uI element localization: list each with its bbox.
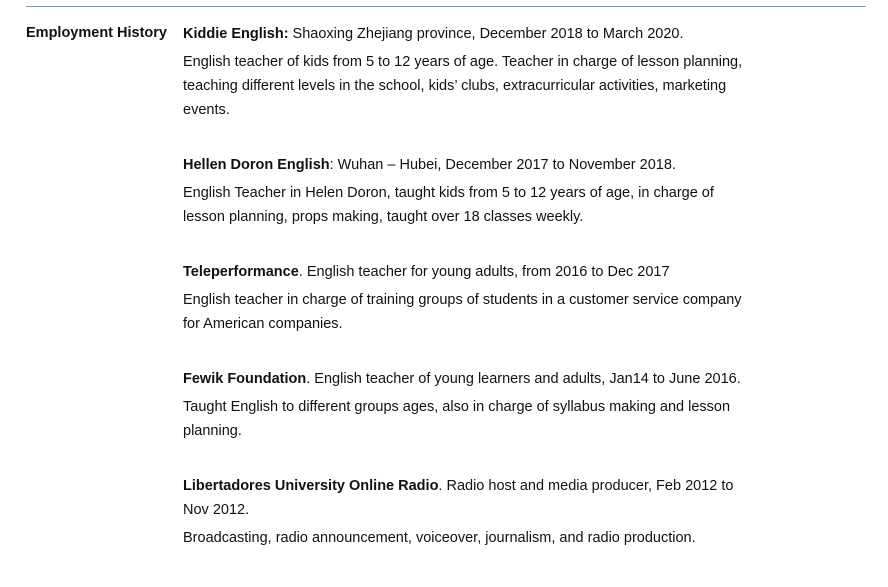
job-details: Shaoxing Zhejiang province, December 2018 to March 2020. [288,26,684,42]
job-entry [183,474,753,550]
job-description: English teacher in charge of training groups of students in a customer service company for American companies. [183,292,742,332]
job-details: . Radio host and media producer, Feb 2012 to Nov 2012. [183,478,734,518]
job-headline [183,22,753,46]
section-top-divider [26,6,866,7]
job-entry [183,22,753,122]
job-description: Broadcasting, radio announcement, voiceover, journalism, and radio production. [183,530,696,546]
job-organization: Fewik Foundation [183,371,307,387]
job-headline [183,260,753,284]
job-entry [183,153,753,229]
job-organization: Kiddie English: [183,26,289,42]
job-entry [183,367,753,443]
job-organization: Libertadores University Online Radio [183,478,439,494]
job-details: . English teacher of young learners and adults, Jan14 to June 2016. [306,371,741,387]
job-organization: Teleperformance [183,264,299,280]
job-headline [183,474,753,522]
job-entry [183,260,753,336]
job-description: English Teacher in Helen Doron, taught kids from 5 to 12 years of age, in charge of lesson planning, props making, taught over 18 classes weekly. [183,185,714,225]
job-description: English teacher of kids from 5 to 12 years of age. Teacher in charge of lesson planning, teaching different levels in the school, kids’ clubs, extracurricular activities, marketing events. [183,54,743,118]
job-details: . English teacher for young adults, from 2016 to Dec 2017 [298,264,670,280]
employment-history-list [183,22,753,550]
job-headline [183,153,753,177]
job-details: : Wuhan – Hubei, December 2017 to November 2018. [329,157,676,173]
job-headline [183,367,753,391]
section-heading-employment-history: Employment History [26,25,167,41]
job-description: Taught English to different groups ages, also in charge of syllabus making and lesson planning. [183,399,731,439]
job-organization: Hellen Doron English [183,157,330,173]
